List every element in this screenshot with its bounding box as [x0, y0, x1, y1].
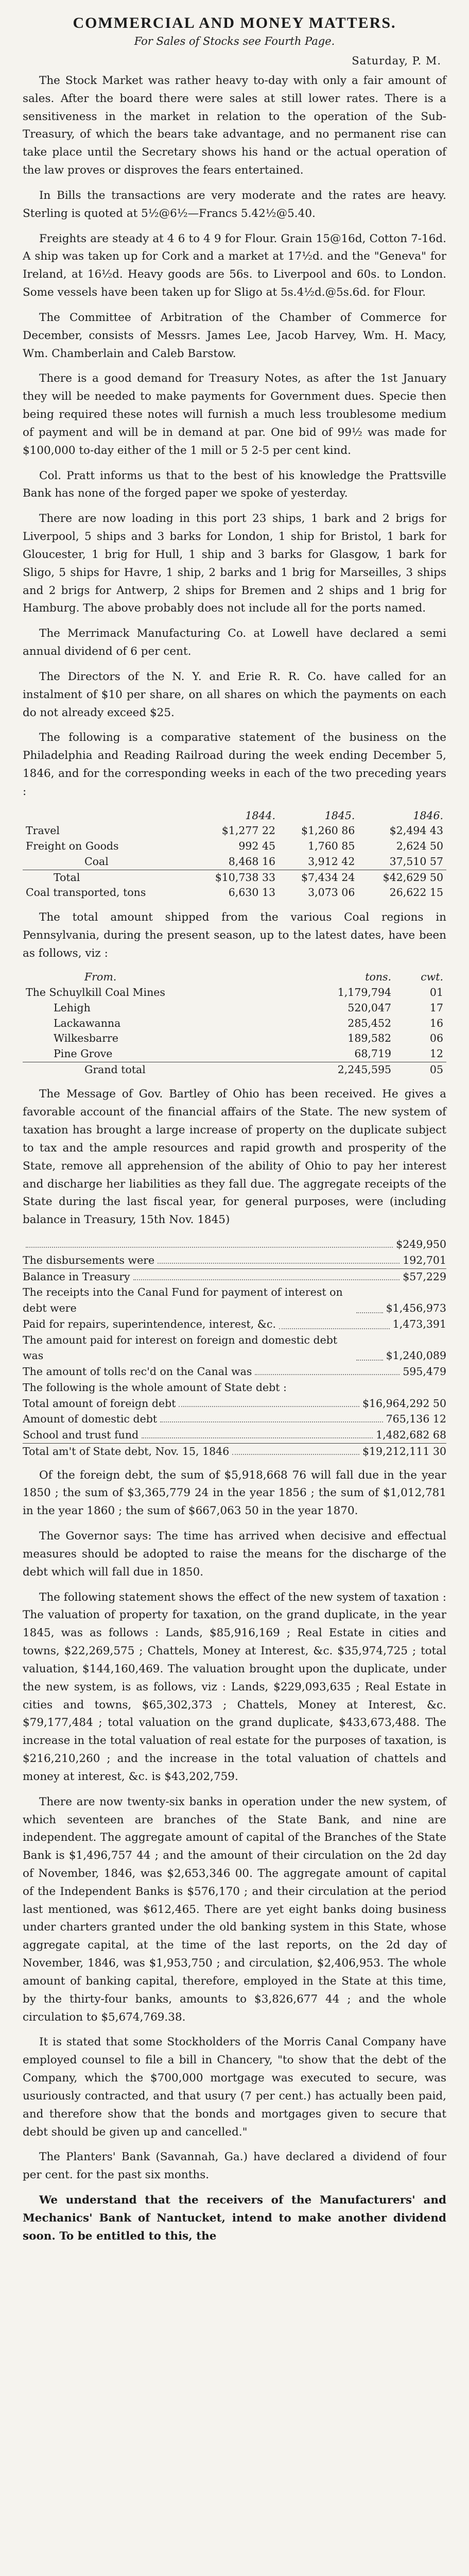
row-value: 05 [394, 1062, 446, 1077]
ledger-text: Total amount of foreign debt [23, 1397, 176, 1410]
row-value: 37,510 57 [389, 855, 443, 868]
paragraph-morris-canal: It is stated that some Stockholders of the Morris Canal Company have employed counsel to file a bill in Chancery, "to show that the debt of the Company, which the $700,000 mortgage was executed to secure, was usuriously contracted, and that usury (7 per cent.) has actually been paid, and therefore show that the bonds and mortgages given to secure that debt should be given up and cancelled." [23, 2036, 446, 2139]
table-row [23, 854, 446, 870]
table-header-cell: tons. [365, 971, 392, 984]
paragraph-banks: There are now twenty-six banks in operation under the new system, of which seventeen are branches of the State Bank, and nine are independent. The aggregate amount of capital of the Branches of the State Bank is $1,496,757 44 ; and the amount of their circulation on the 2d day of November, 1846, was $2,653,346 00. The aggregate amount of capital of the Independent Banks is $576,170 ; and their circulation at the period last mentioned, was $612,465. There are yet eight banks doing business under charters granted under the old banking system in this State, whose aggregate capital, at the time of the last reports, on the 2d day of November, 1846, was $1,953,750 ; and circulation, $2,406,953. The whole amount of banking capital, therefore, employed in the State at this time, by the thirty-four banks, amounts to $3,826,677 44 ; and the whole circulation to $5,674,769.38. [23, 1795, 446, 2024]
paragraph-planters-bank: The Planters' Bank (Savannah, Ga.) have declared a dividend of four per cent. for the past six months. [23, 2150, 446, 2182]
row-label: Lackawanna [54, 1016, 121, 1029]
dot-leader [356, 1360, 383, 1361]
dot-leader [26, 1247, 393, 1248]
row-value: 01 [429, 986, 443, 999]
row-value: $2,494 43 [389, 824, 443, 837]
row-label: Grand total [23, 1062, 286, 1077]
paragraph-nantucket: We understand that the receivers of the Manufacturers' and Mechanics' Bank of Nantucket, intend to make another dividend soon. To be entitled to this, the [23, 2194, 446, 2243]
ledger-value: 1,473,391 [392, 1317, 446, 1330]
section-headline: COMMERCIAL AND MONEY MATTERS. [73, 14, 396, 31]
ledger-value: $16,964,292 50 [362, 1397, 446, 1410]
table-row-total [23, 870, 446, 885]
dot-leader [279, 1328, 390, 1329]
paragraph-shipping: There are now loading in this port 23 ships, 1 bark and 2 brigs for Liverpool, 5 ships and 3 barks for London, 1 ship for Bristol, 1 bark for Gloucester, 1 brig for Hull, 1 ship and 3 barks for Glasgow, 1 bark for Sligo, 5 ships for Havre, 1 ship, 2 barks and 1 brig for Marseilles, 3 ships and 2 brigs for Antwerp, 2 ships for Bremen and 2 ships and 1 brig for Hamburg. The above probably does not include all for the ports named. [23, 512, 446, 615]
paragraph-coal-intro: The total amount shipped from the various Coal regions in Pennsylvania, during the present season, up to the latest dates, have been as follows, viz : [23, 910, 446, 960]
dot-leader [255, 1374, 399, 1375]
row-value: $42,629 50 [358, 870, 446, 885]
row-value: 17 [429, 1001, 443, 1014]
paragraph-committee: The Committee of Arbitration of the Chamber of Commerce for December, consists of Messrs. James Lee, Jacob Harvey, Wm. H. Macy, Wm. Chamberlain and Caleb Barstow. [23, 311, 446, 360]
table-row [23, 823, 446, 839]
table-row [23, 985, 446, 1001]
row-value: 3,912 42 [308, 855, 355, 868]
row-label: Coal transported, tons [26, 886, 146, 899]
paragraph-governor: The Governor says: The time has arrived when decisive and effectual measures should be adopted to raise the means for the discharge of the debt which will fall due in 1850. [23, 1530, 446, 1579]
ledger-row [23, 1252, 446, 1268]
ledger-value: $57,229 [403, 1270, 446, 1283]
row-value: 1,179,794 [337, 986, 392, 999]
row-value: $1,260 86 [301, 824, 355, 837]
ledger-text: Paid for repairs, superintendence, interest, &c. [23, 1317, 276, 1330]
ledger-row [23, 1411, 446, 1427]
ledger-text: The disbursements were [23, 1253, 155, 1266]
table-header-row [23, 808, 446, 824]
table-row-total [23, 1062, 446, 1077]
row-value: 2,245,595 [286, 1062, 394, 1077]
paragraph-foreign-debt: Of the foreign debt, the sum of $5,918,668 76 will fall due in the year 1850 ; the sum of $3,365,779 24 in the year 1856 ; the sum of $1,012,781 in the year 1860 ; the sum of $667,063 50 in the year 1870. [23, 1468, 446, 1518]
table-header-cell: From. [84, 971, 117, 984]
ledger-text: School and trust fund [23, 1429, 139, 1442]
dot-leader [158, 1263, 399, 1264]
row-value: $10,738 33 [190, 870, 279, 885]
table-header-cell: cwt. [421, 971, 443, 984]
ledger-row-total [23, 1443, 446, 1460]
ledger-value: 765,136 12 [386, 1413, 446, 1426]
paragraph-bills: In Bills the transactions are very moderate and the rates are heavy. Sterling is quoted at 5½@6½—Francs 5.42½@5.40. [23, 189, 446, 220]
ledger-row [23, 1380, 446, 1396]
ledger-row [23, 1427, 446, 1443]
row-value: 992 45 [238, 840, 276, 853]
dot-leader [142, 1437, 373, 1438]
row-label: Travel [26, 824, 60, 837]
table-row [23, 1016, 446, 1031]
paragraph-taxation: The following statement shows the effect of the new system of taxation : The valuation of property for taxation, on the grand duplicate, in the year 1845, was as follows : Lands, $85,916,169 ; Real Estate in cities and towns, $22,269,575 ; Chattels, Money at Interest, &c. $35,974,725 ; total valuation, $144,160,469. The valuation brought upon the duplicate, under the new system, is as follows, viz : Lands, $229,093,635 ; Real Estate in cities and towns, $65,302,373 ; Chattels, Money at Interest, &c. $79,177,484 ; total valuation on the grand duplicate, $433,673,488. The increase in the total valuation of real estate for the purposes of taxation, is $216,210,260 ; and the increase in the total valuation of chattels and money at interest, &c. is $43,202,759. [23, 1590, 446, 1783]
dot-leader [160, 1421, 383, 1422]
paragraph-prattsville: Col. Pratt informs us that to the best of his knowledge the Prattsville Bank has none of the forged paper we spoke of yesterday. [23, 469, 446, 500]
ledger-row [23, 1332, 446, 1364]
row-value: 26,622 15 [389, 886, 443, 899]
ohio-finance-ledger [23, 1236, 446, 1460]
paragraph-ohio-message: The Message of Gov. Bartley of Ohio has been received. He gives a favorable account of the financial affairs of the State. The new system of taxation has brought a large increase of property on the duplicate subject to tax and the ample resources and rapid growth and prosperity of the State, remove all apprehension of the ability of Ohio to pay her interest and discharge her liabilities as they fall due. The aggregate receipts of the State during the last fiscal year, for general purposes, were (including balance in Treasury, 15th Nov. 1845) [23, 1088, 446, 1227]
row-value: 8,468 16 [228, 855, 276, 868]
row-label: Freight on Goods [26, 840, 119, 853]
ledger-value: 192,701 [403, 1253, 446, 1266]
paragraph-freights: Freights are steady at 4 6 to 4 9 for Flour. Grain 15@16d, Cotton 7-16d. A ship was taken up for Cork and a market at 17½d. and the "Geneva" for Ireland, at 16½d. Heavy goods are 56s. to Liverpool and 60s. to London. Some vessels have been taken up for Sligo at 5s.4½d.@5s.6d. for Flour. [23, 232, 446, 299]
ledger-text: The receipts into the Canal Fund for payment of interest on debt were [23, 1286, 343, 1315]
row-label: Wilkesbarre [54, 1032, 118, 1045]
row-value: 285,452 [348, 1016, 392, 1029]
paragraph-stock-market: The Stock Market was rather heavy to-day with only a fair amount of sales. After the board there were sales at still lower rates. There is a sensitiveness in the market in relation to the operation of the Sub-Treasury, of which the bears take advantage, and no permanent rise can take place until the Secretary shows his hand or the actual operation of the law proves or disproves the fears entertained. [23, 74, 446, 177]
row-value: $7,434 24 [279, 870, 358, 885]
ledger-value: $1,240,089 [386, 1349, 446, 1362]
ledger-row-total [23, 1268, 446, 1285]
row-value: 06 [429, 1032, 443, 1045]
ledger-row [23, 1396, 446, 1412]
row-label: Pine Grove [54, 1047, 113, 1060]
dot-leader [179, 1406, 359, 1407]
dot-leader [133, 1279, 400, 1280]
row-value: $1,277 22 [221, 824, 276, 837]
table-row [23, 839, 446, 854]
ledger-value: $249,950 [396, 1238, 446, 1251]
row-value: 189,582 [348, 1032, 392, 1045]
row-value: 12 [429, 1047, 443, 1060]
paragraph-treasury-notes: There is a good demand for Treasury Notes, as after the 1st January they will be needed to make payments for Government dues. Specie then being required these notes will furnish a much less troublesome medium of payment and will be in demand at par. One bid of 99½ was made for $100,000 to-day either of the 1 mill or 5 2-5 per cent kind. [23, 372, 446, 457]
table-header-cell [23, 808, 190, 824]
paragraph-merrimack: The Merrimack Manufacturing Co. at Lowell have declared a semi annual dividend of 6 per cent. [23, 627, 446, 658]
dateline: Saturday, P. M. [352, 55, 441, 67]
table-row [23, 1046, 446, 1062]
ledger-value: 595,479 [403, 1365, 446, 1378]
dot-leader [356, 1312, 383, 1313]
ledger-text: The amount of tolls rec'd on the Canal was [23, 1365, 252, 1378]
dot-leader [232, 1454, 359, 1455]
table-header-cell: 1846. [413, 809, 443, 822]
row-value: 1,760 85 [308, 840, 355, 853]
ledger-row [23, 1316, 446, 1332]
ledger-row [23, 1364, 446, 1380]
table-header-cell: 1845. [324, 809, 355, 822]
ledger-text: Total am't of State debt, Nov. 15, 1846 [23, 1445, 230, 1458]
section-subtitle: For Sales of Stocks see Fourth Page. [134, 35, 335, 47]
table-header-cell: 1844. [245, 809, 276, 822]
table-row [23, 1031, 446, 1046]
table-row [23, 885, 446, 901]
railroad-comparison-table [23, 808, 446, 901]
ledger-value: 1,482,682 68 [376, 1429, 446, 1442]
ledger-text: Amount of domestic debt [23, 1413, 158, 1426]
ledger-text: The amount paid for interest on foreign and domestic debt was [23, 1333, 338, 1362]
ledger-row [23, 1284, 446, 1316]
ledger-text: The following is the whole amount of State debt : [23, 1381, 287, 1394]
ledger-value: $19,212,111 30 [362, 1445, 446, 1458]
row-value: 2,624 50 [396, 840, 443, 853]
ledger-text: Balance in Treasury [23, 1270, 130, 1283]
row-label: Coal [84, 855, 109, 868]
table-row [23, 1001, 446, 1016]
table-header-row [23, 970, 446, 985]
coal-shipments-table [23, 970, 446, 1077]
row-label: Total [23, 870, 190, 885]
paragraph-reading-railroad: The following is a comparative statement of the business on the Philadelphia and Reading Railroad during the week ending December 5, 1846, and for the corresponding weeks in each of the two preceding years : [23, 731, 446, 798]
row-label: The Schuylkill Coal Mines [26, 986, 165, 999]
ledger-row [23, 1236, 446, 1252]
row-value: 6,630 13 [228, 886, 276, 899]
row-value: 16 [429, 1016, 443, 1029]
row-value: 68,719 [354, 1047, 392, 1060]
row-value: 3,073 06 [308, 886, 355, 899]
paragraph-erie-railroad: The Directors of the N. Y. and Erie R. R. Co. have called for an instalment of $10 per share, on all shares on which the payments on each do not already exceed $25. [23, 670, 446, 719]
ledger-value: $1,456,973 [386, 1302, 446, 1315]
row-value: 520,047 [348, 1001, 392, 1014]
row-label: Lehigh [54, 1001, 91, 1014]
